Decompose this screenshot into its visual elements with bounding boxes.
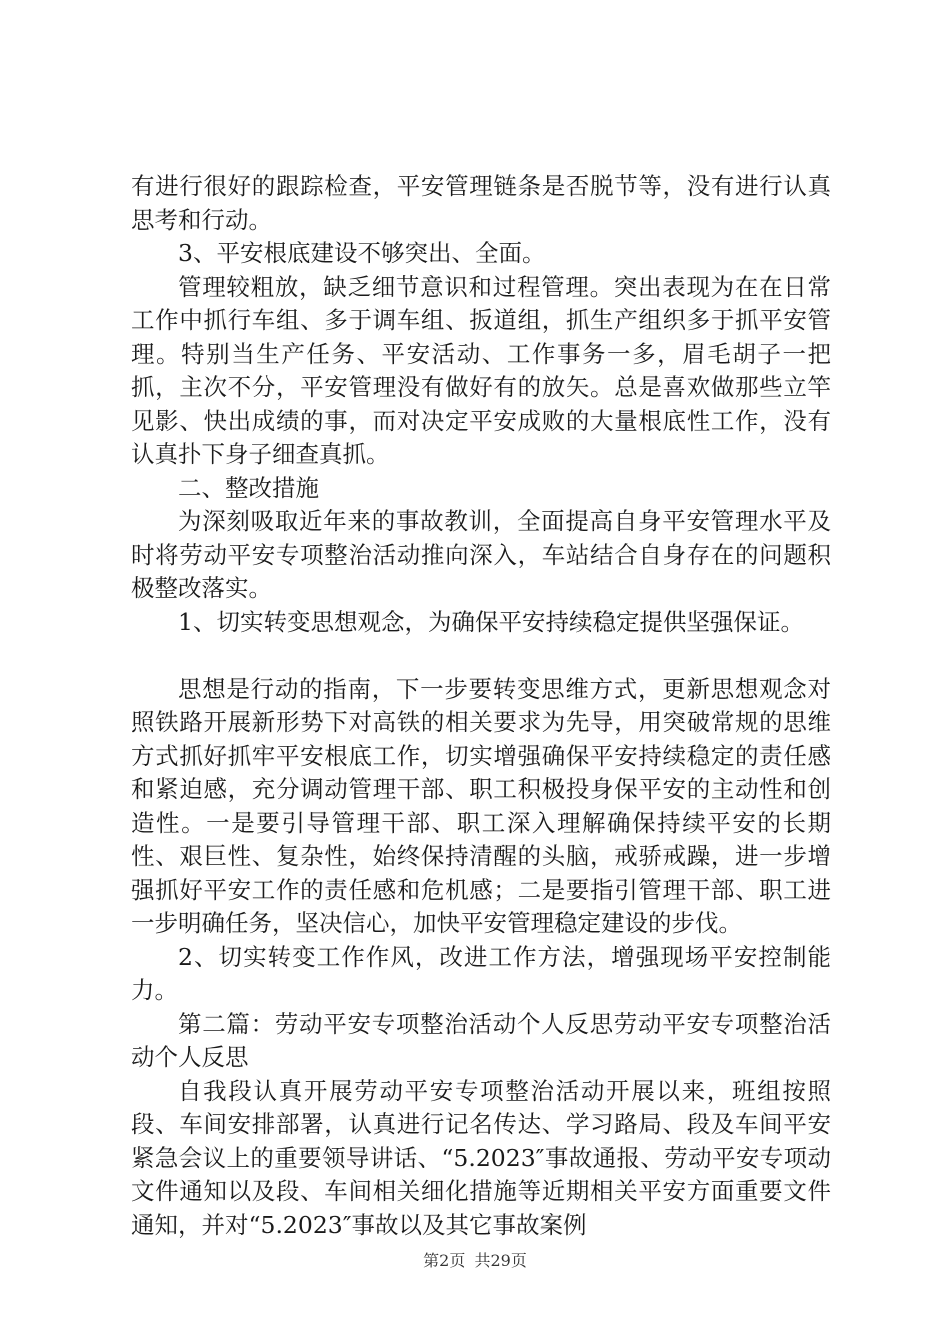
paragraph-1: 有进行很好的跟踪检查，平安管理链条是否脱节等，没有进行认真思考和行动。 xyxy=(131,172,831,234)
paragraph-2: 3、平安根底建设不够突出、全面。 xyxy=(178,239,546,267)
paragraph-gap xyxy=(131,639,831,673)
page-footer xyxy=(0,1248,950,1271)
chapter-title: 第二篇：劳动平安专项整治活动个人反思劳动平安专项整治活动个人反思 xyxy=(131,1009,831,1071)
paragraph-7: 思想是行动的指南，下一步要转变思维方式，更新思想观念对照铁路开展新形势下对高铁的相关要求为先导，用突破常规的思维方式抓好抓牢平安根底工作，切实增强确保平安持续稳定的责任感和紧迫感，充分调动管理干部、职工积极投身保平安的主动性和创造性。一是要引导管理干部、职工深入理解确保持续平安的长期性、艰巨性、复杂性，始终保持清醒的头脑，戒骄戒躁，进一步增强抓好平安工作的责任感和危机感；二是要指引管理干部、职工进一步明确任务，坚决信心，加快平安管理稳定建设的步伐。 xyxy=(131,674,831,937)
paragraph-8: 2、切实转变工作作风，改进工作方法，增强现场平安控制能力。 xyxy=(131,942,831,1004)
page-number: 第2页 xyxy=(423,1251,466,1270)
section-heading: 二、整改措施 xyxy=(178,473,319,502)
page-total: 共29页 xyxy=(474,1251,527,1270)
paragraph-5: 为深刻吸取近年来的事故教训，全面提高自身平安管理水平及时将劳动平安专项整治活动推向深入，车站结合自身存在的问题积极整改落实。 xyxy=(131,507,831,602)
paragraph-3: 管理较粗放，缺乏细节意识和过程管理。突出表现为在在日常工作中抓行车组、多于调车组、扳道组，抓生产组织多于抓平安管理。特别当生产任务、平安活动、工作事务一多，眉毛胡子一把抓，主次不分，平安管理没有做好有的放矢。总是喜欢做那些立竿见影、快出成绩的事，而对决定平安成败的大量根底性工作，没有认真扑下身子细查真抓。 xyxy=(131,272,831,468)
paragraph-6: 1、切实转变思想观念，为确保平安持续稳定提供坚强保证。 xyxy=(178,607,804,636)
paragraph-10: 自我段认真开展劳动平安专项整治活动开展以来，班组按照段、车间安排部署，认真进行记名传达、学习路局、段及车间平安紧急会议上的重要领导讲话、“5.2023″事故通报、劳动平安专项动文件通知以及段、车间相关细化措施等近期相关平安方面重要文件通知，并对“5.2023″事故以及其它事故案例 xyxy=(131,1076,831,1239)
document-body xyxy=(131,170,831,1242)
